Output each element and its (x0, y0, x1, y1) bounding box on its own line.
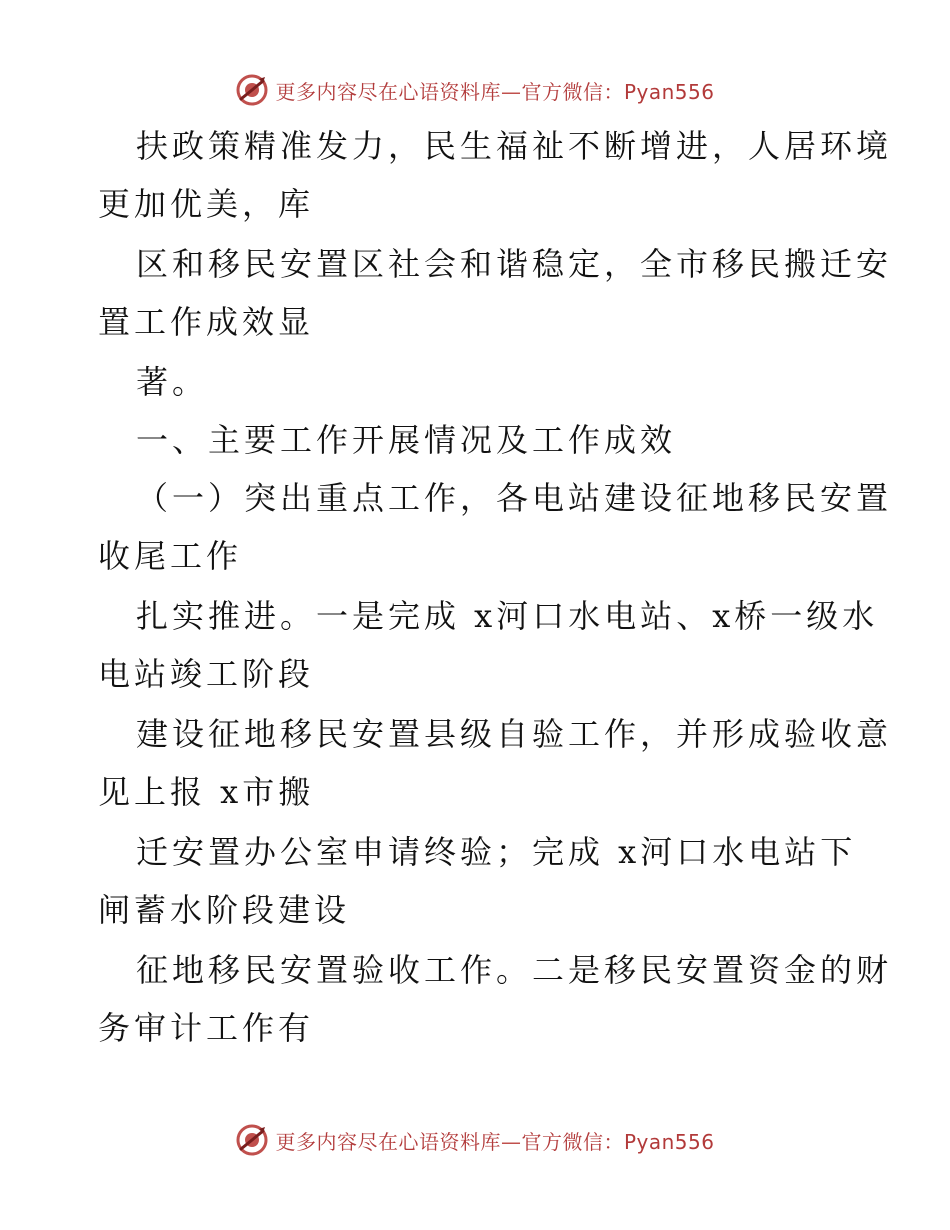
body-line: 建设征地移民安置县级自验工作，并形成验收意 (136, 715, 893, 753)
body-line: 收尾工作 (98, 537, 243, 575)
body-line: 闸蓄水阶段建设 (98, 891, 351, 929)
logo-icon (235, 73, 269, 107)
footer-banner-main: 更多内容尽在心语资料库 (275, 1129, 501, 1154)
body-line: 著。 (136, 363, 209, 401)
body-line: 电站竣工阶段 (98, 655, 315, 693)
header-banner-main: 更多内容尽在心语资料库 (275, 79, 501, 104)
body-line: 区和移民安置区社会和谐稳定，全市移民搬迁安 (136, 245, 893, 283)
body-line: 迁安置办公室申请终验；完成 x河口水电站下 (136, 833, 857, 871)
section-heading: 一、主要工作开展情况及工作成效 (136, 421, 677, 459)
header-banner-text (275, 76, 714, 105)
subsection-heading: （一）突出重点工作，各电站建设征地移民安置 (136, 479, 893, 517)
body-line: 见上报 x市搬 (98, 773, 315, 811)
body-line: 置工作成效显 (98, 303, 315, 341)
body-line: 扎实推进。一是完成 x河口水电站、x桥一级水 (136, 597, 879, 635)
logo-icon (235, 1123, 269, 1157)
footer-banner-sep: — (500, 1129, 522, 1154)
body-line: 更加优美，库 (98, 185, 315, 223)
header-banner (0, 70, 950, 110)
body-line: 征地移民安置验收工作。二是移民安置资金的财 (136, 951, 893, 989)
body-line: 务审计工作有 (98, 1009, 315, 1047)
header-banner-sep: — (500, 79, 522, 104)
body-line: 扶政策精准发力，民生福祉不断增进，人居环境 (136, 127, 893, 165)
footer-banner (0, 1120, 950, 1160)
header-banner-wechat: 官方微信：Pyan556 (521, 79, 715, 104)
footer-banner-text (275, 1126, 714, 1155)
footer-banner-wechat: 官方微信：Pyan556 (521, 1129, 715, 1154)
